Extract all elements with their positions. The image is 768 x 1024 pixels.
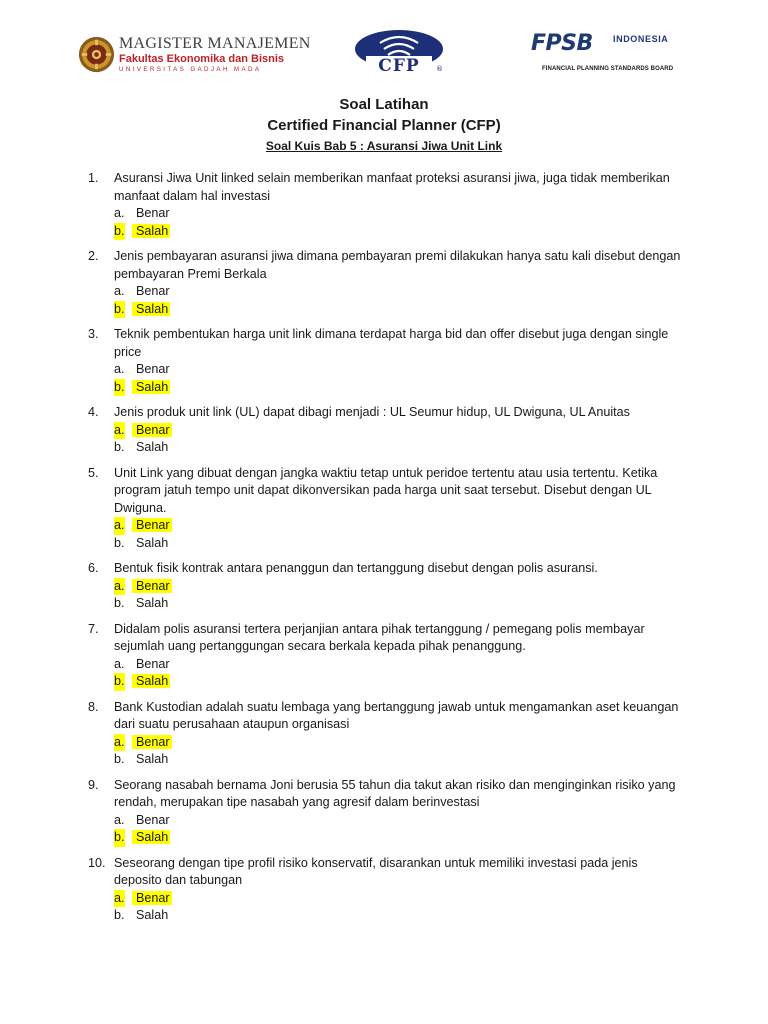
question-number: 10. — [88, 855, 106, 870]
option-text: Salah — [136, 596, 169, 610]
question-text: Unit Link yang dibuat dengan jangka waktiu tetap untuk peridoe tertentu atau usia tertentu. Ketika program jatuh tempo unit dapat dikonversikan pada harga unit saat tersebut. Disebut dengan UL Dwiguna. — [114, 465, 658, 515]
answer-option-highlighted — [114, 223, 688, 241]
option-text: Benar — [132, 579, 172, 593]
document-header — [0, 94, 768, 156]
question-item — [88, 699, 688, 769]
option-label: a. — [114, 206, 125, 220]
option-label: b. — [114, 829, 125, 847]
option-text: Salah — [136, 535, 169, 550]
question-text: Asuransi Jiwa Unit linked selain memberikan manfaat proteksi asuransi jiwa, juga tidak memberikan manfaat dalam hal investasi — [114, 171, 670, 203]
question-text: Teknik pembentukan harga unit link dimana terdapat harga bid dan offer disebut juga dengan single price — [114, 327, 669, 359]
document-subtitle: Certified Financial Planner (CFP) — [267, 117, 501, 134]
question-text: Seseorang dengan tipe profil risiko konservatif, disarankan untuk memiliki investasi pada jenis deposito dan tabungan — [114, 855, 638, 887]
cfp-logo-text: CFP — [378, 56, 420, 75]
option-label: a. — [114, 362, 125, 376]
question-number: 1. — [88, 171, 99, 185]
option-label: b. — [114, 752, 125, 766]
answer-option — [114, 535, 688, 553]
question-item — [88, 404, 688, 457]
registered-mark: ® — [436, 65, 443, 73]
option-label: a. — [114, 284, 125, 298]
answer-option-highlighted — [114, 301, 688, 319]
question-item — [88, 326, 688, 396]
answer-option — [114, 205, 688, 223]
option-text: Salah — [132, 674, 170, 688]
question-number: 4. — [88, 405, 99, 419]
ugm-seal-icon — [78, 36, 115, 73]
answer-option — [114, 656, 688, 674]
question-number: 5. — [88, 465, 99, 480]
answer-option — [114, 812, 688, 830]
question-number: 7. — [88, 621, 99, 636]
logo-title: MAGISTER MANAJEMEN — [119, 35, 311, 52]
option-label: b. — [114, 440, 125, 454]
answer-option — [114, 751, 688, 769]
option-text: Salah — [132, 380, 170, 394]
option-label: a. — [114, 517, 125, 535]
magister-manajemen-logo — [78, 33, 311, 77]
fpsb-country: INDONESIA — [613, 34, 669, 44]
question-text: Seorang nasabah bernama Joni berusia 55 tahun dia takut akan risiko dan menginginkan risiko yang rendah, merupakan tipe nasabah yang agresif dalam berinvestasi — [114, 777, 676, 809]
option-label: b. — [114, 908, 125, 922]
question-item — [88, 855, 688, 925]
option-label: a. — [114, 656, 125, 671]
option-label: a. — [114, 578, 125, 596]
cfp-logo — [350, 27, 448, 75]
answer-option — [114, 595, 688, 613]
answer-option-highlighted — [114, 890, 688, 908]
question-list — [88, 170, 688, 933]
section-title: Soal Kuis Bab 5 : Asuransi Jiwa Unit Link — [265, 139, 503, 153]
question-number: 8. — [88, 699, 99, 714]
answer-option-highlighted — [114, 517, 688, 535]
option-text: Benar — [136, 812, 170, 827]
question-number: 3. — [88, 327, 99, 341]
question-text: Didalam polis asuransi tertera perjanjian antara pihak tertanggung / pemegang polis membayar sejumlah uang pertanggungan secara berkala kepada pihak penanggung. — [114, 621, 645, 653]
question-item — [88, 465, 688, 553]
option-label: b. — [114, 596, 125, 610]
option-text: Salah — [132, 830, 170, 844]
question-text: Jenis produk unit link (UL) dapat dibagi menjadi : UL Seumur hidup, UL Dwiguna, UL Anuitas — [114, 405, 630, 419]
option-text: Benar — [132, 518, 172, 532]
option-label: a. — [114, 812, 125, 827]
question-item — [88, 170, 688, 240]
answer-option-highlighted — [114, 578, 688, 596]
fpsb-mark: FPSB — [531, 31, 593, 56]
question-item — [88, 248, 688, 318]
answer-option-highlighted — [114, 379, 688, 397]
question-text: Bank Kustodian adalah suatu lembaga yang bertanggung jawab untuk mengamankan aset keuangan dari suatu perusahaan ataupun organisasi — [114, 699, 679, 731]
option-label: a. — [114, 734, 125, 752]
question-item — [88, 621, 688, 691]
option-text: Benar — [136, 284, 170, 298]
option-text: Benar — [132, 423, 172, 437]
question-number: 6. — [88, 561, 99, 575]
answer-option-highlighted — [114, 422, 688, 440]
option-label: a. — [114, 422, 125, 440]
fpsb-board-name: FINANCIAL PLANNING STANDARDS BOARD — [542, 66, 674, 72]
option-label: b. — [114, 673, 125, 691]
question-number: 2. — [88, 249, 99, 263]
option-text: Benar — [132, 735, 172, 749]
option-label: b. — [114, 535, 125, 550]
answer-option — [114, 283, 688, 301]
option-text: Benar — [136, 362, 170, 376]
question-text: Bentuk fisik kontrak antara penanggun dan tertanggung disebut dengan polis asuransi. — [114, 561, 598, 575]
answer-option-highlighted — [114, 673, 688, 691]
answer-option — [114, 361, 688, 379]
option-text: Salah — [136, 752, 169, 766]
answer-option — [114, 439, 688, 457]
option-text: Benar — [136, 656, 170, 671]
question-text: Jenis pembayaran asuransi jiwa dimana pembayaran premi dilakukan hanya satu kali disebut dengan pembayaran Premi Berkala — [114, 249, 681, 281]
option-text: Salah — [132, 224, 170, 238]
option-label: a. — [114, 890, 125, 908]
option-label: b. — [114, 301, 125, 319]
question-item — [88, 777, 688, 847]
answer-option-highlighted — [114, 829, 688, 847]
document-title: Soal Latihan — [339, 96, 429, 113]
option-label: b. — [114, 379, 125, 397]
answer-option — [114, 907, 688, 925]
logo-subtitle: Fakultas Ekonomika dan Bisnis — [119, 53, 285, 65]
logo-university: UNIVERSITAS GADJAH MADA — [119, 66, 262, 73]
answer-option-highlighted — [114, 734, 688, 752]
option-text: Salah — [132, 302, 170, 316]
option-text: Salah — [136, 440, 169, 454]
option-text: Salah — [136, 908, 169, 922]
option-label: b. — [114, 223, 125, 241]
fpsb-logo — [531, 30, 696, 76]
question-item — [88, 560, 688, 613]
option-text: Benar — [136, 206, 170, 220]
cfp-emblem-icon — [350, 27, 448, 75]
question-number: 9. — [88, 777, 99, 792]
option-text: Benar — [132, 891, 172, 905]
